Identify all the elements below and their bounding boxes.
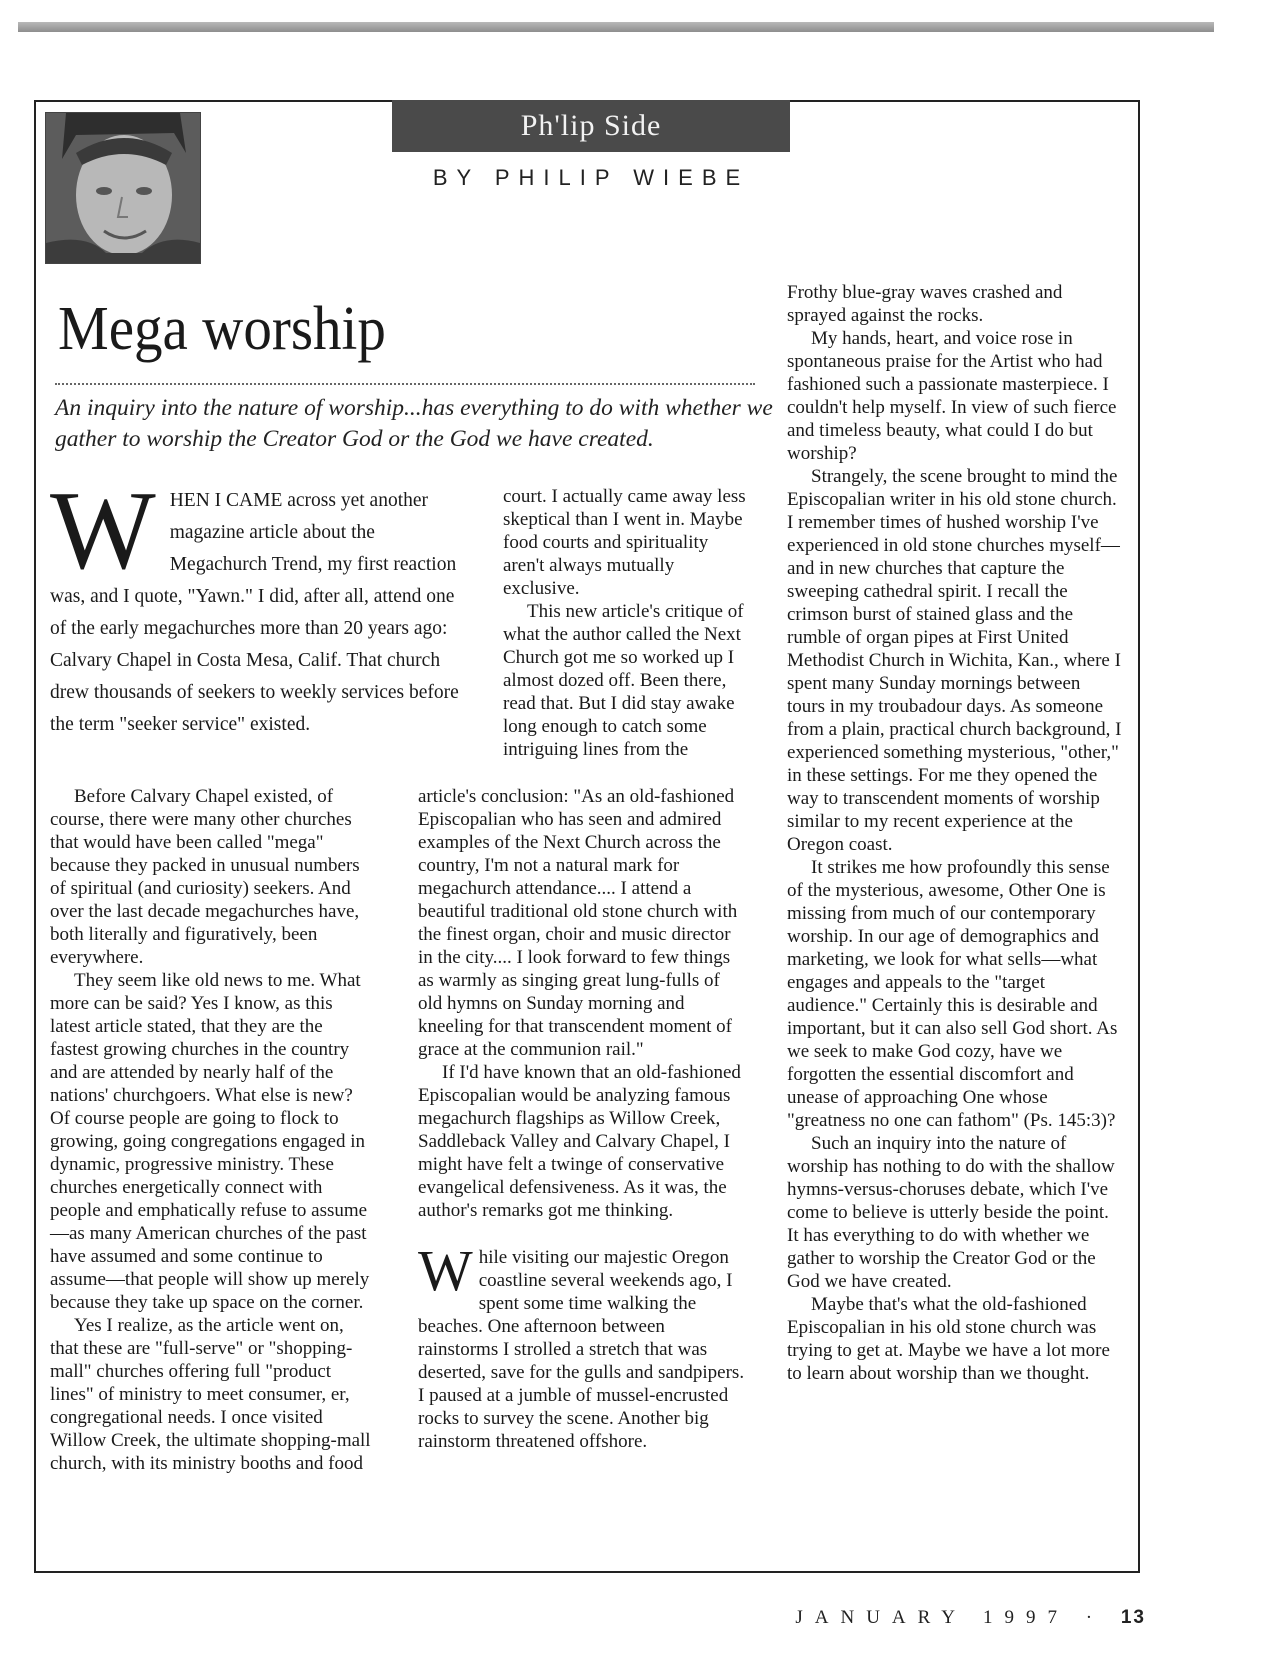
paragraph: If I'd have known that an old-fashioned Episcopalian would be analyzing famous megachurch flagships as Willow Creek, Saddleback Valley and Calvary Chapel, I might have felt a twinge of conservative evangelical defensiveness. As it was, the author's remarks got me thinking. — [418, 1062, 741, 1221]
drop-cap: W — [418, 1238, 473, 1303]
author-photo — [45, 112, 201, 264]
issue-date: JANUARY 1997 — [795, 1607, 1070, 1628]
paragraph: Such an inquiry into the nature of worship has nothing to do with the shallow hymns-versus-choruses debate, which I've come to believe is utterly beside the point. It has everything to do with whether we gather to worship the Creator God or the God we have created. — [787, 1133, 1115, 1292]
page-number: 13 — [1120, 1607, 1146, 1628]
section-text: hile visiting our majestic Oregon coastline several weekends ago, I spent some time walking the beaches. One afternoon between rainstorms I strolled a stretch that was deserted, save for the gulls and sandpipers. I paused at a jumble of mussel-encrusted rocks to survey the scene. Another big rainstorm threatened offshore. — [418, 1247, 745, 1452]
drop-cap: W — [50, 469, 156, 593]
paragraph: This new article's critique of what the author called the Next Church got me so worked up I almost dozed off. Been there, read that. But I did stay awake long enough to catch some intriguing lines from the — [503, 601, 744, 760]
dotted-divider — [55, 383, 755, 385]
paragraph: Before Calvary Chapel existed, of course, there were many other churches that would have been called "mega" because they packed in unusual numbers of spiritual (and curiosity) seekers. And over the last decade megachurches have, both literally and figuratively, been everywhere. — [50, 786, 360, 968]
footer-separator: · — [1085, 1607, 1105, 1628]
paragraph: Yes I realize, as the article went on, that these are "full-serve" or "shopping-mall" churches offering full "product lines" of ministry to meet consumer, er, congregational needs. I once visited Willow Creek, the ultimate shopping-mall church, with its ministry booths and food — [50, 1315, 371, 1474]
paragraph: Strangely, the scene brought to mind the Episcopalian writer in his old stone church. I remember times of hushed worship I've experienced in old stone churches myself—and in new churches that capture the sweeping cathedral spirit. I recall the crimson burst of stained glass and the rumble of organ pipes at First United Methodist Church in Wichita, Kan., where I spent many Sunday mornings between tours in my troubadour days. As someone from a plain, practical church background, I experienced something mysterious, "other," in these settings. For me they opened the way to transcendent moments of worship similar to my recent experience at the Oregon coast. — [787, 466, 1122, 855]
paragraph: Frothy blue-gray waves crashed and sprayed against the rocks. — [787, 282, 1063, 326]
lead-text: HEN I CAME across yet another magazine article about the Megachurch Trend, my first reaction was, and I quote, "Yawn." I did, after all, attend one of the early megachurches more than 20 years ago: Calvary Chapel in Costa Mesa, Calif. That church drew thousands of seekers to weekly services before the term "seeker service" existed. — [50, 490, 459, 735]
top-rule — [18, 22, 1214, 32]
column-1 — [50, 785, 375, 1475]
paragraph: article's conclusion: "As an old-fashioned Episcopalian who has seen and admired examples of the Next Church across the country, I'm not a natural mark for megachurch attendance.... I attend a beautiful traditional old stone church with the finest organ, choir and music director in the city.... I look forward to few things as warmly as singing great lung-fulls of old hymns on Sunday morning and kneeling for that transcendent moment of grace at the communion rail." — [418, 786, 738, 1060]
headline: Mega worship — [58, 295, 386, 363]
paragraph: Maybe that's what the old-fashioned Episcopalian in his old stone church was trying to get at. Maybe we have a lot more to learn about worship than we thought. — [787, 1294, 1110, 1384]
page-footer — [795, 1607, 1146, 1629]
byline: BY PHILIP WIEBE — [432, 165, 750, 190]
lead-paragraph — [50, 469, 470, 741]
column-3 — [787, 281, 1122, 1385]
column-banner: Ph'lip Side — [392, 100, 790, 152]
paragraph: court. I actually came away less skeptical than I went in. Maybe food courts and spirituality aren't always mutually exclusive. — [503, 486, 746, 599]
paragraph: My hands, heart, and voice rose in spontaneous praise for the Artist who had fashioned such a passionate masterpiece. I couldn't help myself. In view of such fierce and timeless beauty, what could I do but worship? — [787, 328, 1117, 464]
paragraph: They seem like old news to me. What more can be said? Yes I know, as this latest article stated, that they are the fastest growing churches in the country and are attended by nearly half of the nations' churchgoers. What else is new? Of course people are going to flock to growing, going congregations engaged in dynamic, progressive ministry. These churches energetically connect with people and emphatically refuse to assume—as many American churches of the past have assumed and some continue to assume—that people will show up merely because they take up space on the corner. — [50, 970, 370, 1313]
paragraph: It strikes me how profoundly this sense of the mysterious, awesome, Other One is missing from much of our contemporary worship. In our age of demographics and marketing, we look for what sells—what engages and appeals to the "target audience." Certainly this is desirable and important, but it can also sell God short. As we seek to make God cozy, have we forgotten the essential discomfort and unease of approaching One whose "greatness no one can fathom" (Ps. 145:3)? — [787, 857, 1118, 1131]
deck: An inquiry into the nature of worship...has everything to do with whether we gather to worship the Creator God or the God we have created. — [55, 395, 773, 452]
column-2 — [418, 785, 748, 1453]
column-2-top — [503, 485, 748, 761]
section-paragraph — [418, 1238, 748, 1453]
